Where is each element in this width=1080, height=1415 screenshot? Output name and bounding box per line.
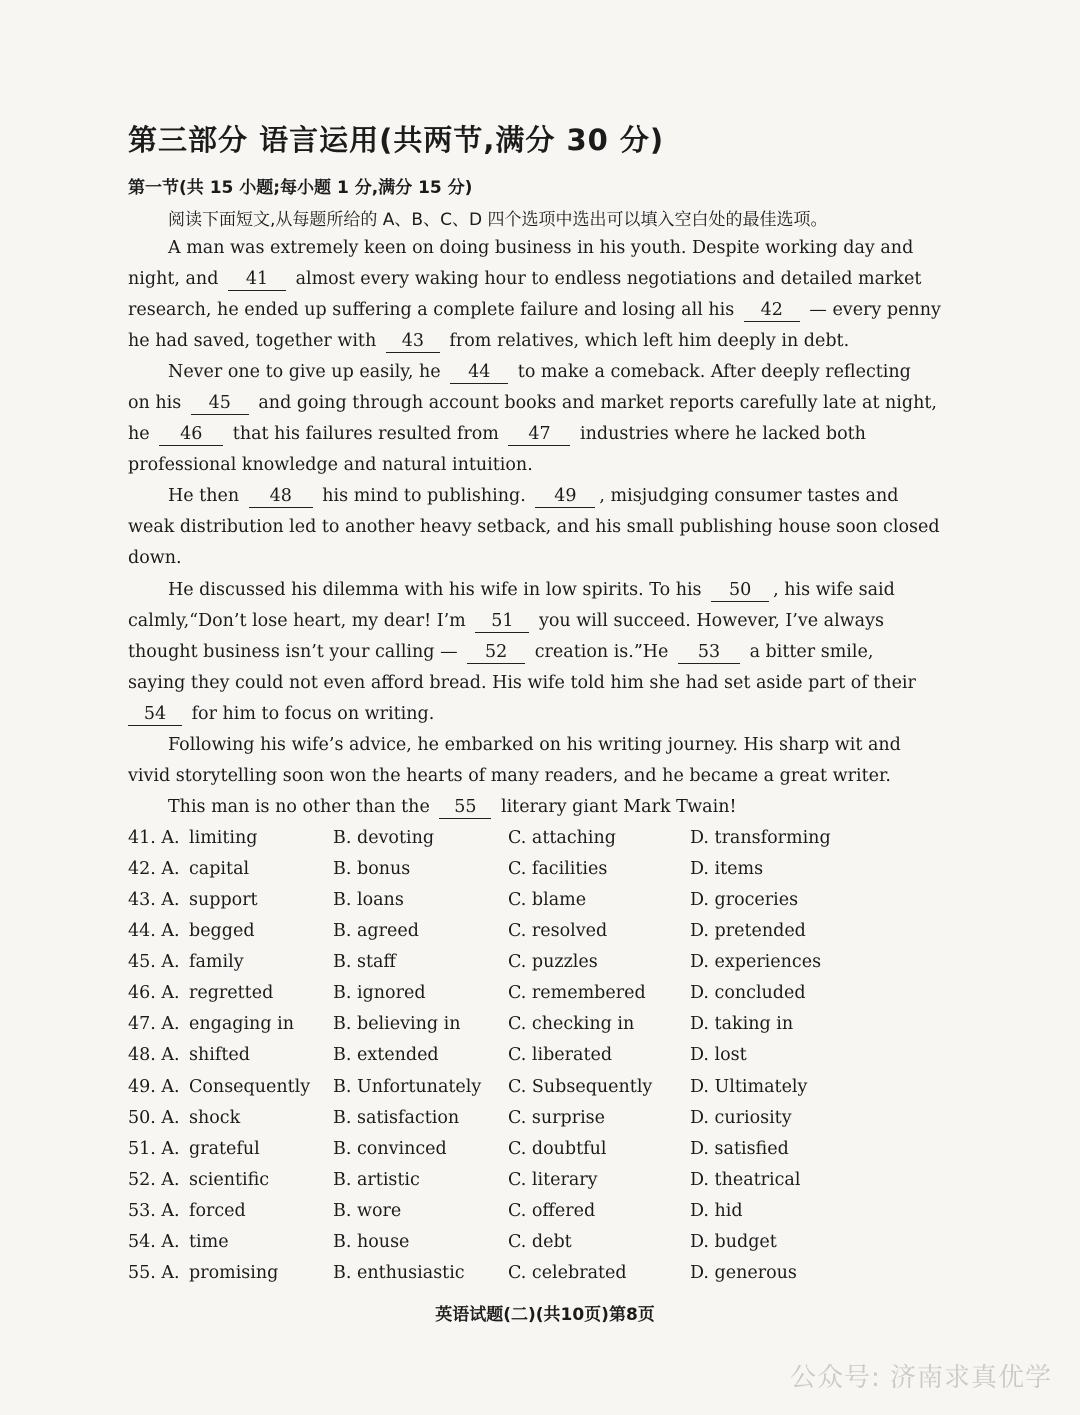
question-row: 42. A. capital B. bonus C. facilities D. items <box>128 859 764 879</box>
section-heading: 第一节(共 15 小题;每小题 1 分,满分 15 分) <box>128 178 473 198</box>
passage-line: night, and 41 almost every waking hour to endless negotiations and detailed market <box>128 269 922 289</box>
passage-line: saying they could not even afford bread. His wife told him she had set aside part of their <box>128 673 916 693</box>
question-row: 47. A. engaging in B. believing in C. checking in D. taking in <box>128 1014 794 1034</box>
question-row: 55. A. promising B. enthusiastic C. celebrated D. generous <box>128 1263 797 1283</box>
blank-53: 53 <box>678 641 740 664</box>
blank-49: 49 <box>535 485 595 508</box>
blank-45: 45 <box>191 392 249 415</box>
blank-54: 54 <box>128 703 182 726</box>
question-row: 49. A. Consequently B. Unfortunately C. Subsequently D. Ultimately <box>128 1077 808 1097</box>
passage-line: professional knowledge and natural intuition. <box>128 455 533 475</box>
blank-43: 43 <box>386 330 440 353</box>
blank-51: 51 <box>475 610 529 633</box>
passage-line: vivid storytelling soon won the hearts of many readers, and he became a great writer. <box>128 766 891 786</box>
passage-line: he 46 that his failures resulted from 47 industries where he lacked both <box>128 424 866 444</box>
question-row: 41. A. limiting B. devoting C. attaching D. transforming <box>128 828 831 848</box>
question-row: 44. A. begged B. agreed C. resolved D. pretended <box>128 921 806 941</box>
question-row: 53. A. forced B. wore C. offered D. hid <box>128 1201 743 1221</box>
question-row: 43. A. support B. loans C. blame D. groceries <box>128 890 799 910</box>
passage-line: He then 48 his mind to publishing. 49 , misjudging consumer tastes and <box>168 486 899 506</box>
passage-line: weak distribution led to another heavy setback, and his small publishing house soon closed <box>128 517 940 537</box>
question-row: 51. A. grateful B. convinced C. doubtful D. satisfied <box>128 1139 789 1159</box>
instruction-text: 阅读下面短文,从每题所给的 A、B、C、D 四个选项中选出可以填入空白处的最佳选项。 <box>168 210 828 230</box>
passage-line: on his 45 and going through account books and market reports carefully late at night, <box>128 393 937 413</box>
question-row: 52. A. scientific B. artistic C. literary D. theatrical <box>128 1170 801 1190</box>
passage-line: Following his wife’s advice, he embarked on his writing journey. His sharp wit and <box>168 735 901 755</box>
blank-41: 41 <box>228 268 286 291</box>
question-row: 45. A. family B. staff C. puzzles D. experiences <box>128 952 822 972</box>
blank-46: 46 <box>159 423 223 446</box>
question-row: 54. A. time B. house C. debt D. budget <box>128 1232 777 1252</box>
blank-55: 55 <box>439 796 491 819</box>
passage-line: He discussed his dilemma with his wife in low spirits. To his 50 , his wife said <box>168 580 895 600</box>
blank-44: 44 <box>450 361 508 384</box>
question-row: 48. A. shifted B. extended C. liberated D. lost <box>128 1045 747 1065</box>
passage-line: 54 for him to focus on writing. <box>128 699 860 730</box>
page-footer: 英语试题(二)(共10页)第8页 <box>435 1305 655 1325</box>
blank-50: 50 <box>711 579 769 602</box>
passage-line: he had saved, together with 43 from relatives, which left him deeply in debt. <box>128 331 850 351</box>
passage-line: A man was extremely keen on doing business in his youth. Despite working day and <box>168 238 914 258</box>
part-title: 第三部分 语言运用(共两节,满分 30 分) <box>128 123 665 157</box>
passage-line: research, he ended up suffering a complete failure and losing all his 42 — every penny <box>128 300 941 320</box>
passage-line: Never one to give up easily, he 44 to make a comeback. After deeply reflecting <box>168 362 911 382</box>
blank-52: 52 <box>467 641 525 664</box>
blank-47: 47 <box>508 423 570 446</box>
blank-48: 48 <box>249 485 313 508</box>
blank-42: 42 <box>744 299 800 322</box>
question-row: 50. A. shock B. satisfaction C. surprise D. curiosity <box>128 1108 792 1128</box>
passage-line: calmly,“Don’t lose heart, my dear! I’m 51 you will succeed. However, I’ve always <box>128 611 884 631</box>
passage-line: down. <box>128 548 182 568</box>
passage-line: This man is no other than the 55 literary giant Mark Twain! <box>168 797 737 817</box>
passage-line: thought business isn’t your calling — 52 creation is.”He 53 a bitter smile, <box>128 642 874 662</box>
question-row: 46. A. regretted B. ignored C. remembered D. concluded <box>128 983 806 1003</box>
watermark: 公众号: 济南求真优学 <box>789 1363 1052 1393</box>
